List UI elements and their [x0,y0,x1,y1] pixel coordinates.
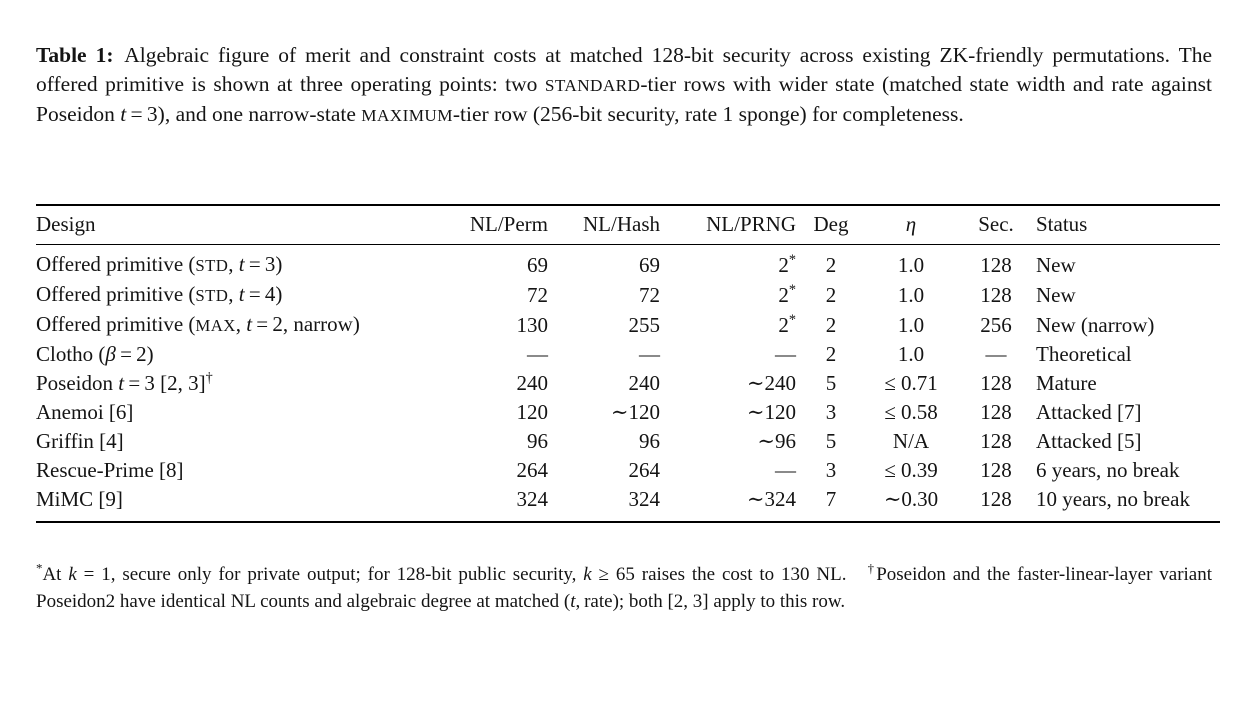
cell-eta: ∼0.30 [883,487,939,511]
header-cell-status: Status [1036,212,1088,236]
smallcaps-text: MAXIMUM [361,106,453,125]
cell-eta: N/A [892,429,930,453]
cell-deg: 2 [825,312,837,337]
cell-status: Attacked [5] [1036,429,1142,453]
cell-nl-perm: 69 [527,252,548,277]
cell-design: Clotho (β = 2) [36,342,154,366]
cell-design: Griffin [4] [36,429,124,453]
italic-math-text: k [583,564,592,585]
table-row-poseidon-t3 [36,369,1220,398]
cell-nl-hash: 72 [639,282,660,307]
cell-sec: 128 [980,400,1012,424]
header-cell-nl-hash: NL/Hash [583,212,660,236]
cell-status: Mature [1036,371,1097,395]
superscript-marker: * [788,281,796,298]
smallcaps-text: STD [195,256,229,275]
cell-nl-prng: 2* [778,311,796,337]
cell-nl-hash: 69 [639,252,660,277]
cell-design: Rescue-Prime [8] [36,458,184,482]
cell-deg: 3 [825,458,837,482]
cell-design: MiMC [9] [36,487,123,511]
cell-eta: 1.0 [897,252,925,277]
bold-text: Table 1: [36,43,114,67]
cell-eta: 1.0 [897,342,925,366]
cell-nl-hash: 324 [628,487,660,511]
table-row-offered-max-t2-narrow [36,310,1220,340]
table-footnote: *At k = 1, secure only for private output; for 128-bit public security, k ≥ 65 raises the cost to 130 NL. †Poseidon and the faster-linear-layer variant Poseidon2 have identical NL counts and algebraic degree at matched (t, rate); both [2, 3] apply to this row. [36,560,1213,612]
cell-deg: 3 [825,400,837,424]
italic-math-text: t [246,312,253,336]
cell-nl-perm: 240 [516,371,548,395]
table-row-griffin [36,427,1220,456]
cell-status: 10 years, no break [1036,487,1190,511]
superscript-marker: * [788,311,796,328]
smallcaps-text: STANDARD [544,76,641,95]
cell-design: Anemoi [6] [36,400,134,424]
cell-deg: 2 [825,282,837,307]
cell-nl-prng: ∼240 [746,371,796,395]
cell-design: Offered primitive (STD, t = 4) [36,282,283,306]
cell-deg: 5 [825,429,837,453]
cell-nl-perm: 72 [527,282,548,307]
header-cell-deg: Deg [813,212,849,236]
cell-eta: ≤ 0.71 [884,371,938,395]
cell-nl-perm: 324 [516,487,548,511]
table-row-clotho-beta2 [36,340,1220,369]
italic-math-text: t [118,371,125,395]
table-header [36,205,1220,245]
cell-status: Attacked [7] [1036,400,1142,424]
table-row-anemoi [36,398,1220,427]
cell-sec: 256 [980,312,1012,337]
cell-sec: 128 [980,252,1012,277]
superscript-marker: * [36,560,43,576]
cell-sec: 128 [980,282,1012,307]
italic-math-text: t [238,252,245,276]
cell-nl-perm: 130 [516,312,548,337]
header-cell-nl-perm: NL/Perm [469,212,548,236]
cell-nl-perm: — [527,342,548,366]
cell-nl-perm: 120 [516,400,548,424]
cell-deg: 5 [825,371,837,395]
cell-eta: ≤ 0.58 [884,400,938,424]
italic-math-text: β [105,342,116,366]
italic-math-text: t [120,102,127,126]
table-header-row [36,205,1220,245]
cell-design: Offered primitive (STD, t = 3) [36,252,283,276]
cell-status: 6 years, no break [1036,458,1180,482]
table-row-mimc [36,485,1220,522]
cell-nl-prng: 2* [778,281,796,307]
cell-nl-prng: — [775,458,796,482]
header-cell-sec: Sec. [978,212,1014,236]
header-cell-design: Design [36,212,96,236]
cell-sec: 128 [980,429,1012,453]
superscript-marker: † [205,370,213,386]
results-table [36,204,1220,523]
cell-nl-prng: ∼120 [746,400,796,424]
cell-nl-hash: 255 [628,312,660,337]
cell-nl-hash: 240 [628,371,660,395]
italic-math-text: t [570,591,576,612]
cell-nl-hash: 264 [628,458,660,482]
cell-sec: 128 [980,371,1012,395]
cell-nl-hash: 96 [639,429,660,453]
superscript-marker: * [788,251,796,268]
table-row-offered-std-t4 [36,280,1220,310]
cell-design: Poseidon t = 3 [2, 3]† [36,370,213,395]
cell-status: New [1036,252,1076,277]
superscript-marker: † [865,560,877,576]
smallcaps-text: STD [195,286,229,305]
header-cell-nl-prng: NL/PRNG [706,212,796,236]
cell-nl-prng: — [775,342,796,366]
italic-math-text: k [68,564,77,585]
table-row-rescue-prime [36,456,1220,485]
cell-sec: 128 [980,487,1012,511]
cell-nl-prng: 2* [778,251,796,277]
table-body [36,245,1220,523]
table-caption: Table 1: Algebraic figure of merit and constraint costs at matched 128-bit security across existing ZK-friendly permutations. The offered primitive is shown at three operating points: two STANDARD-tier rows with wider state (matched state width and rate against Poseidon t = 3), and one narrow-state MAXIMUM-tier row (256-bit security, rate 1 sponge) for completeness. [36,43,1212,126]
cell-deg: 7 [825,487,837,511]
cell-status: New (narrow) [1036,312,1155,337]
table-row-offered-std-t3 [36,245,1220,281]
cell-nl-hash: — [639,342,660,366]
cell-eta: 1.0 [897,282,925,307]
cell-eta: ≤ 0.39 [884,458,938,482]
cell-nl-prng: ∼96 [757,429,796,453]
italic-math-text: t [238,282,245,306]
cell-status: New [1036,282,1076,307]
italic-math-text: η [905,212,917,236]
cell-nl-prng: ∼324 [746,487,796,511]
cell-nl-perm: 96 [527,429,548,453]
cell-nl-hash: ∼120 [610,400,660,424]
smallcaps-text: MAX [195,316,236,335]
header-cell-eta [866,205,956,245]
cell-sec: 128 [980,458,1012,482]
cell-design: Offered primitive (MAX, t = 2, narrow) [36,312,360,336]
cell-deg: 2 [825,252,837,277]
cell-sec: — [985,342,1007,366]
cell-status: Theoretical [1036,342,1132,366]
cell-deg: 2 [825,342,837,366]
cell-nl-perm: 264 [516,458,548,482]
cell-eta: 1.0 [897,312,925,337]
